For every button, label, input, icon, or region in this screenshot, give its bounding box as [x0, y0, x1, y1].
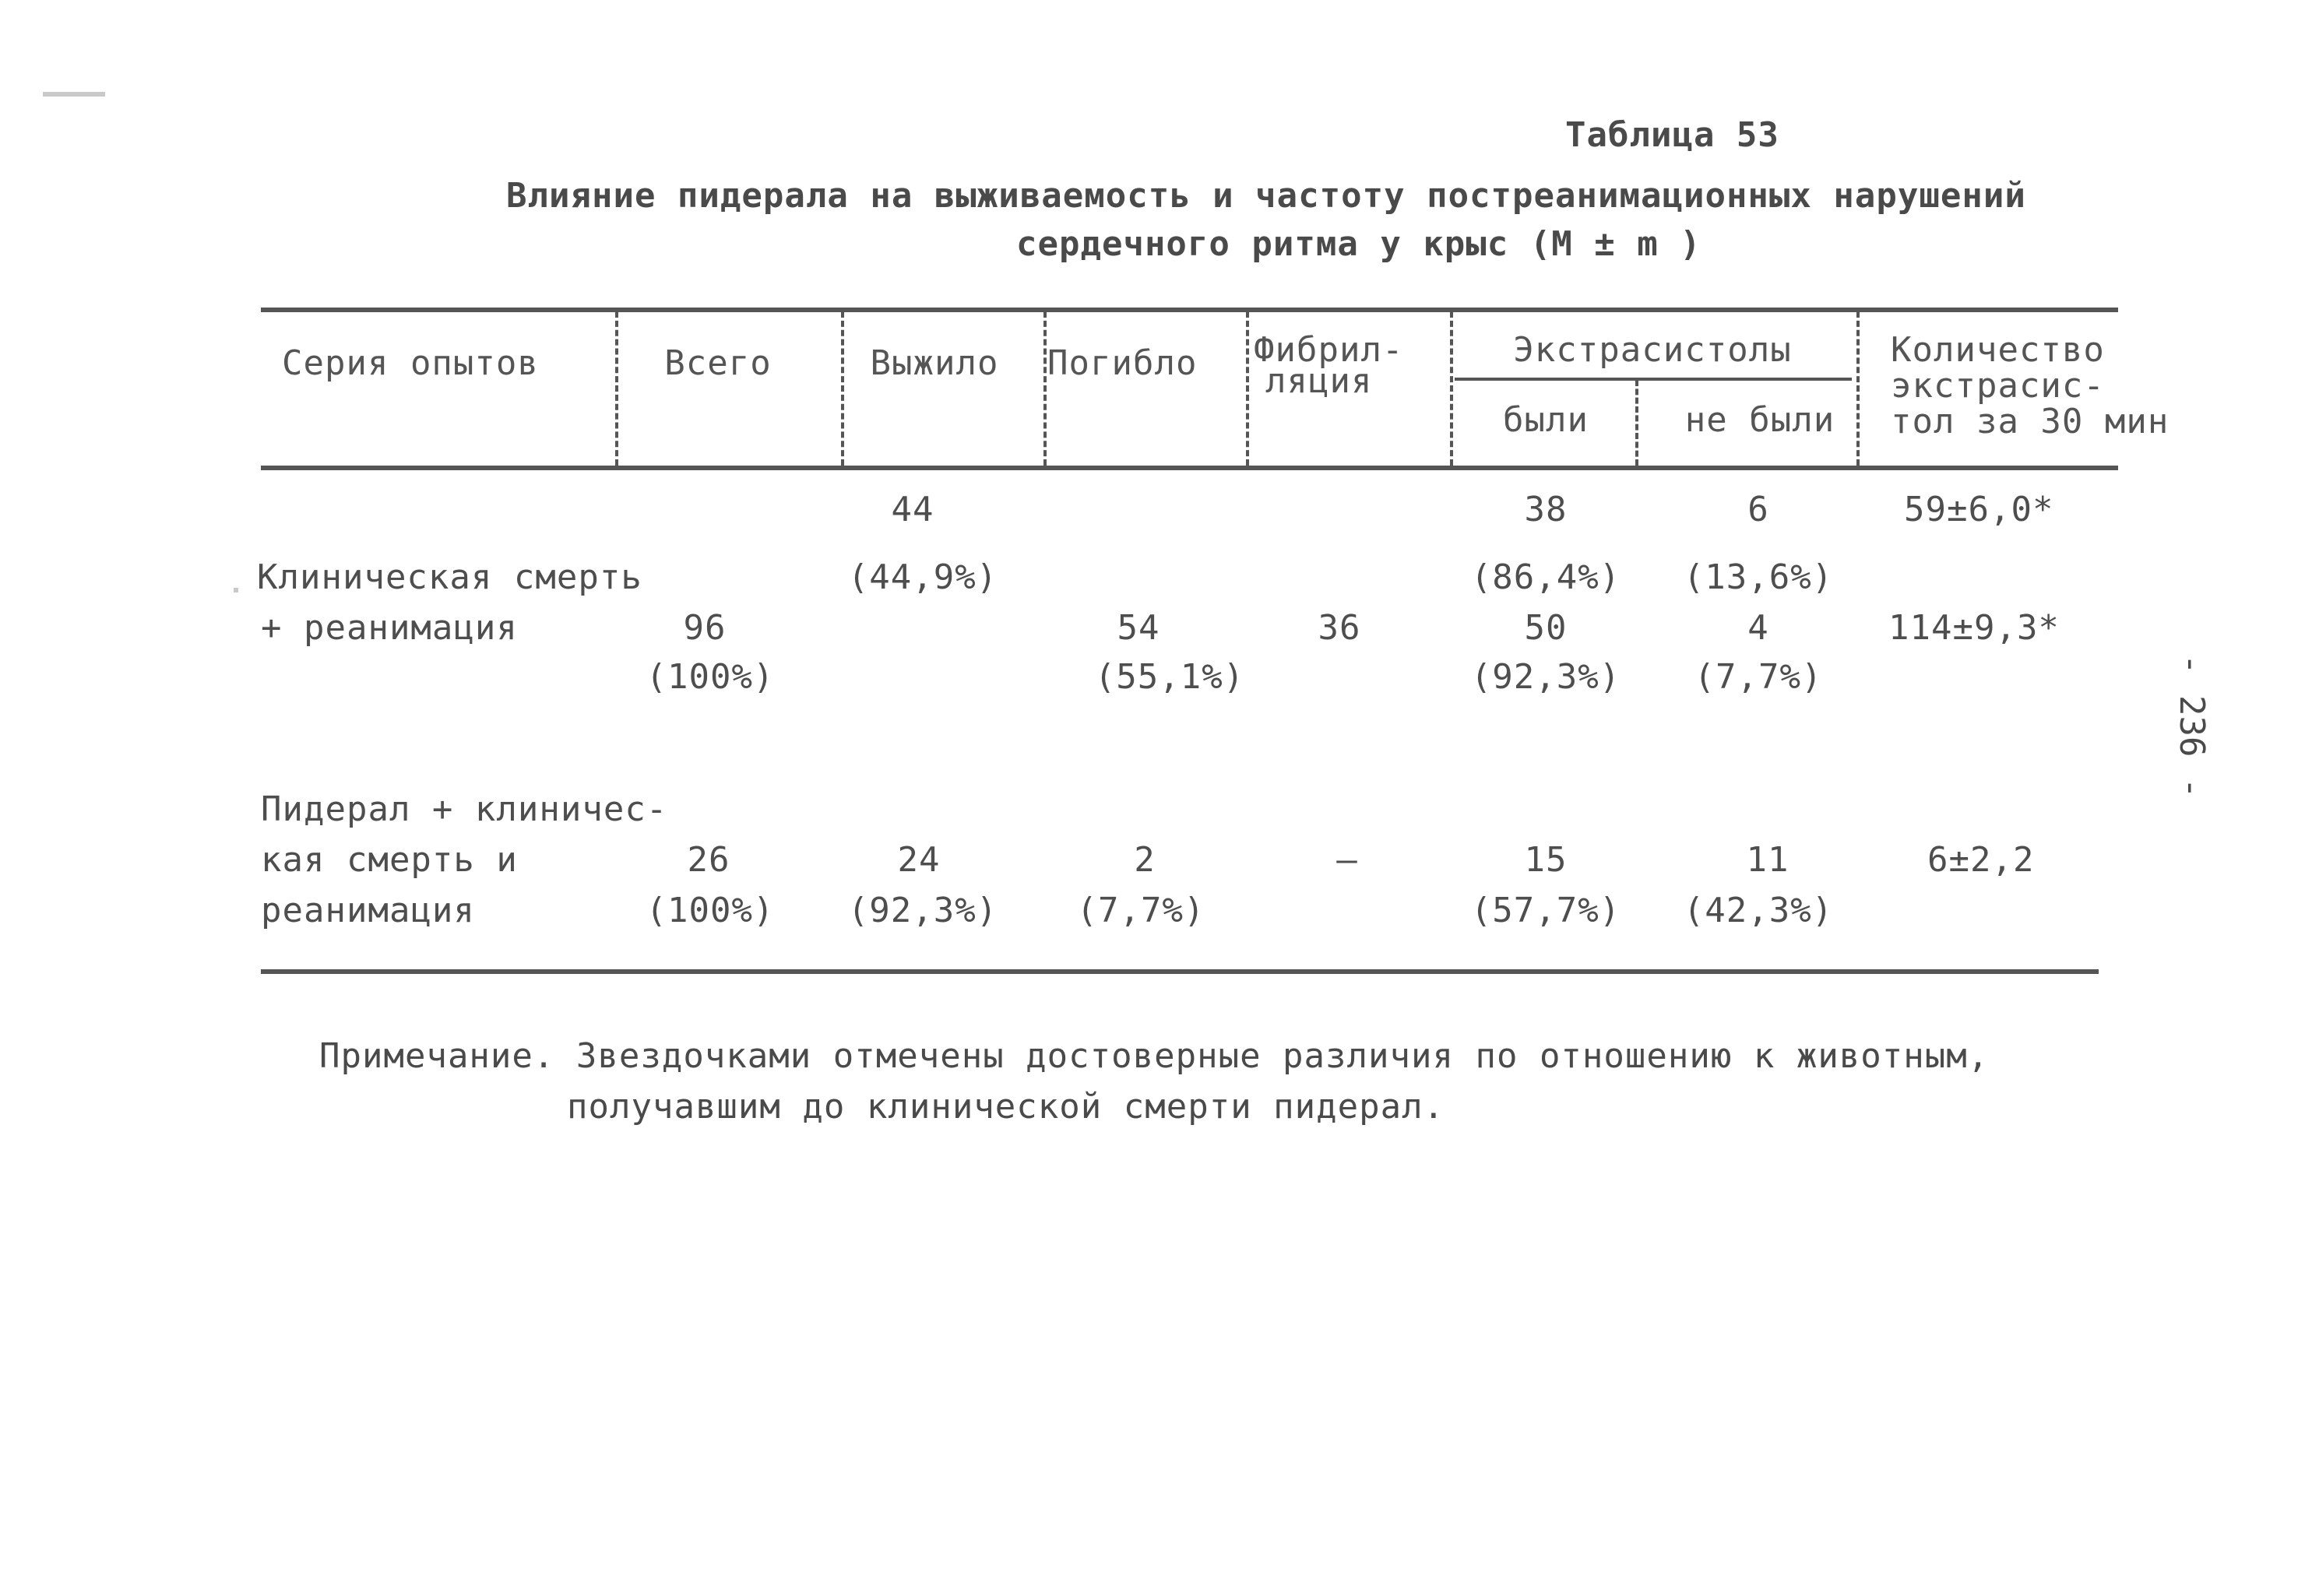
r2-total-pct: (100%) [646, 891, 775, 930]
r2-total-n: 26 [687, 840, 730, 880]
r1-count-1: 59±6,0* [1904, 490, 2054, 529]
header-survived: Выжило [870, 343, 999, 383]
note-line-1: Примечание. Звездочками отмечены достоверные различия по отношению к животным, [319, 1036, 1990, 1076]
col-sep-2 [841, 311, 844, 466]
r2-ext-not-n: 11 [1746, 840, 1789, 880]
r2-count: 6±2,2 [1927, 840, 2035, 880]
table-top-rule [261, 308, 2118, 312]
col-sep-6 [1635, 380, 1638, 466]
extrasystoles-subrule [1455, 378, 1852, 381]
header-count-3: тол за 30 мин [1891, 402, 2170, 441]
header-count-2: экстрасис- [1891, 366, 2105, 406]
r2-series-1: Пидерал + клиничес- [261, 789, 668, 829]
page-number: - 236 - [2172, 654, 2212, 799]
r1-total-pct: (100%) [646, 657, 775, 697]
r1-fibrillation: 36 [1318, 608, 1361, 648]
col-sep-5 [1450, 311, 1453, 466]
r2-survived-pct: (92,3%) [847, 891, 998, 930]
header-fibrillation-2: ляция [1265, 361, 1373, 401]
scan-speck [234, 588, 238, 592]
r2-ext-not-pct: (42,3%) [1683, 891, 1834, 930]
r2-ext-were-pct: (57,7%) [1470, 891, 1621, 930]
header-were-not: не были [1684, 400, 1835, 440]
r2-died-n: 2 [1134, 840, 1156, 880]
r1-ext-were-n1: 38 [1524, 490, 1568, 529]
header-died: Погибло [1047, 343, 1198, 383]
r1-ext-not-n1: 6 [1747, 490, 1769, 529]
col-sep-7 [1856, 311, 1860, 466]
r1-ext-not-pct2: (7,7%) [1694, 657, 1823, 697]
r1-series-2: + реанимация [261, 608, 518, 648]
scan-speck [43, 92, 105, 97]
note-line-2: получавшим до клинической смерти пидерал. [567, 1087, 1445, 1127]
caption-line-1: Влияние пидерала на выживаемость и частоту постреанимационных нарушений [506, 176, 2026, 216]
header-series: Серия опытов [282, 343, 539, 383]
r1-total-n: 96 [683, 608, 727, 648]
r1-series-1: Клиническая смерть [257, 557, 642, 597]
header-total: Всего [664, 343, 772, 383]
r2-fibrillation: – [1336, 840, 1358, 880]
table-bottom-rule [261, 969, 2099, 974]
r1-ext-were-pct2: (92,3%) [1470, 657, 1621, 697]
r1-ext-were-pct1: (86,4%) [1470, 557, 1621, 597]
table-label: Таблица 53 [1565, 115, 1779, 155]
r1-survived-n: 44 [891, 490, 934, 529]
col-sep-4 [1246, 311, 1249, 466]
header-fibrillation-1: Фибрил- [1254, 330, 1404, 370]
header-extrasystoles: Экстрасистолы [1513, 330, 1792, 370]
col-sep-1 [615, 311, 618, 466]
header-were: были [1503, 400, 1589, 440]
r2-ext-were-n: 15 [1524, 840, 1568, 880]
r1-died-pct: (55,1%) [1094, 657, 1245, 697]
r1-ext-not-pct1: (13,6%) [1683, 557, 1834, 597]
r2-survived-n: 24 [897, 840, 941, 880]
r2-series-3: реанимация [261, 891, 475, 930]
header-count-1: Количество [1891, 330, 2105, 370]
caption-line-2: сердечного ритма у крыс (M ± m ) [1016, 224, 1701, 264]
r1-ext-were-n2: 50 [1524, 608, 1568, 648]
header-bottom-rule [261, 466, 2118, 470]
r2-series-2: кая смерть и [261, 840, 518, 880]
r1-count-2: 114±9,3* [1888, 608, 2060, 648]
r1-survived-pct: (44,9%) [847, 557, 998, 597]
r2-died-pct: (7,7%) [1076, 891, 1205, 930]
r1-ext-not-n2: 4 [1747, 608, 1769, 648]
col-sep-3 [1043, 311, 1047, 466]
r1-died-n: 54 [1117, 608, 1160, 648]
